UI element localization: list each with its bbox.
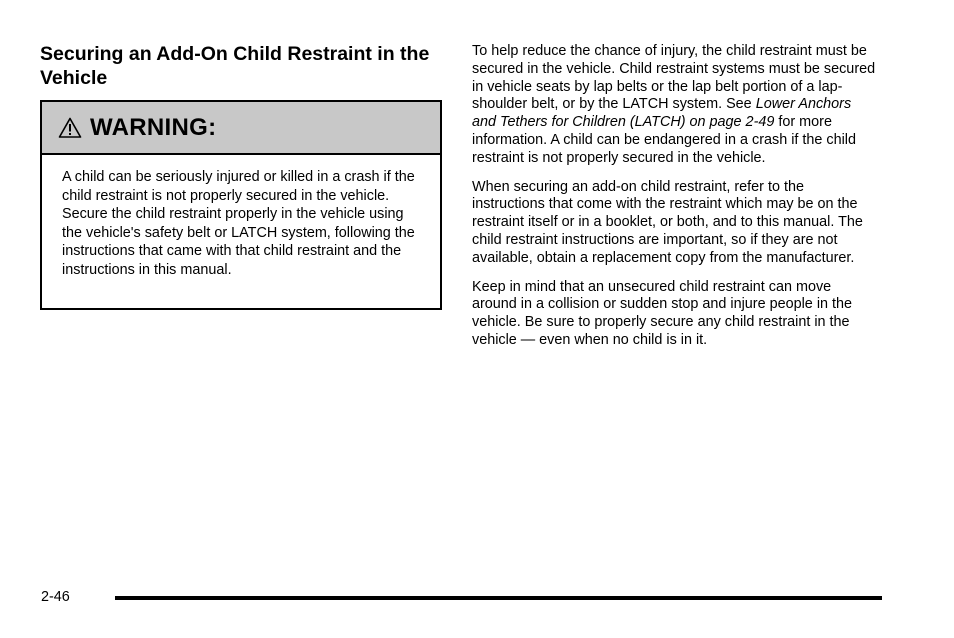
warning-text: A child can be seriously injured or killed in a crash if the child restraint is not properly secured in the vehicle. Secure the child restraint properly in the vehicle using the vehicle's safety belt or LATCH system, following the instructions that came with that child restraint and the instructions in this manual. (62, 169, 415, 278)
paragraph-instructions: When securing an add-on child restraint, refer to the instructions that come with the restraint which may be on the restraint itself or in a booklet, or both, and to this manual. The child restraint instructions are important, so if they are not available, obtain a replacement copy from the manufacturer. (472, 178, 863, 266)
paragraph-latch-text-end: for more information. A child can be endangered in a crash if the child restraint is not properly secured in the vehicle. (472, 114, 856, 166)
paragraph-unsecured: Keep in mind that an unsecured child restraint can move around in a collision or sudden stop and injure people in the vehicle. Be sure to properly secure any child restraint in the vehicle — even when no child is in it. (472, 278, 853, 348)
warning-header (42, 102, 440, 155)
warning-triangle-icon (58, 116, 82, 140)
body-column (472, 43, 878, 361)
warning-title: WARNING: (90, 113, 217, 141)
paragraph-latch (472, 43, 878, 168)
page-number: 2-46 (41, 589, 70, 605)
warning-box (40, 100, 442, 310)
footer-rule (115, 596, 882, 600)
latch-cross-reference: Lower Anchors and Tethers for Children (LATCH) on page 2-49 (472, 96, 852, 131)
paragraph-latch-text-start: To help reduce the chance of injury, the child restraint must be secured in the vehicle. Child restraint systems must be secured in vehicle seats by lap belts or the lap belt portion of a lap-shoulder belt, or by the LATCH system. See (472, 43, 876, 113)
section-heading: Securing an Add-On Child Restraint in the Vehicle (40, 43, 430, 89)
